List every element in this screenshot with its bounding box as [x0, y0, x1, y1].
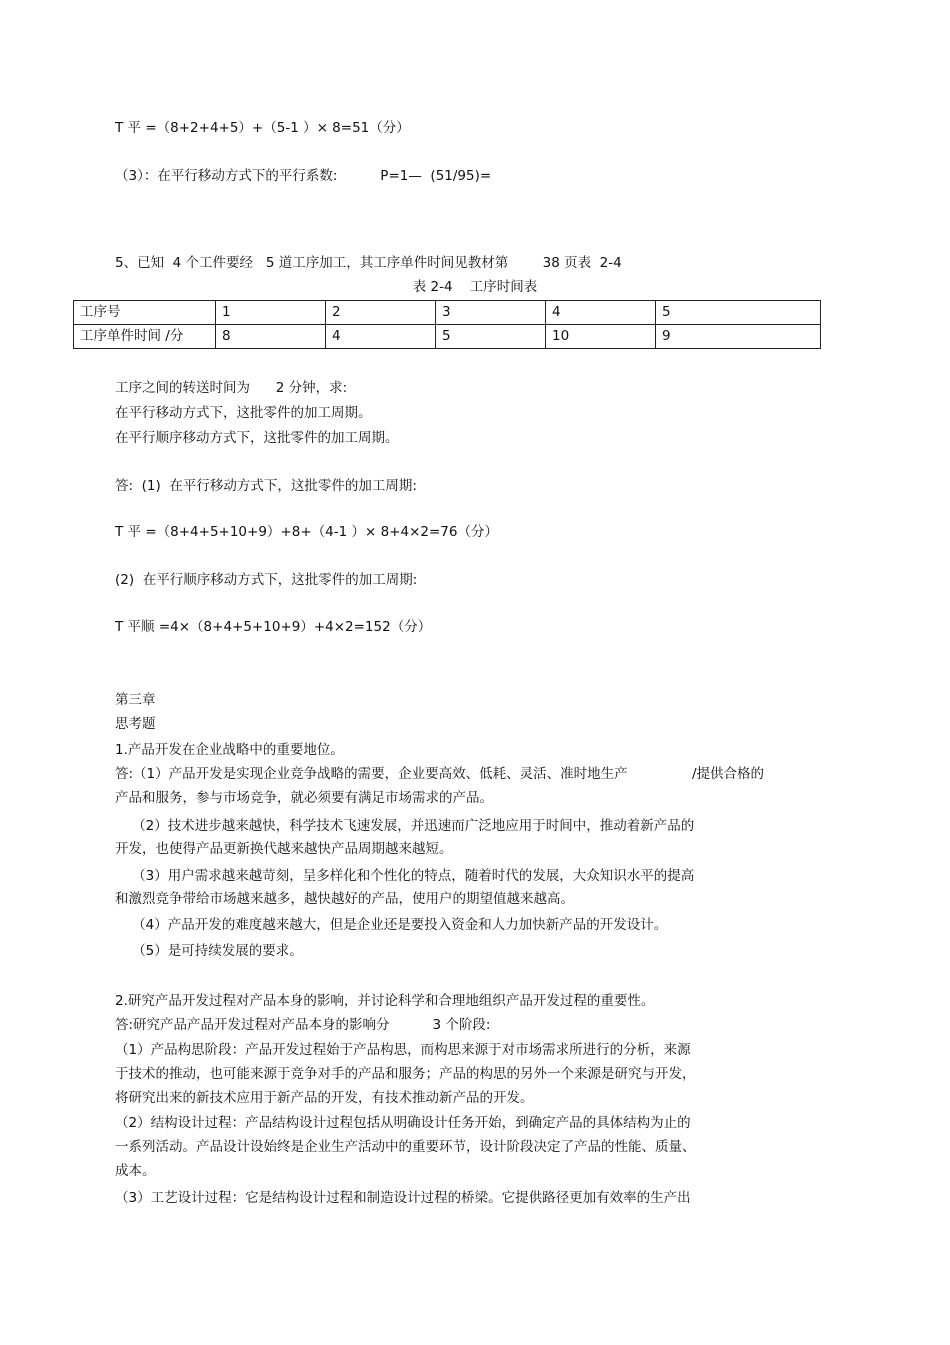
table-cell: 5: [436, 325, 546, 349]
answer-2-line: 将研究出来的新技术应用于新产品的开发，有技术推动新产品的开发。: [115, 1090, 534, 1106]
table-header-cell: 3: [436, 301, 546, 325]
parallel-coefficient-line: （3）：在平行移动方式下的平行系数: P=1— (51/95)=: [115, 168, 492, 184]
answer-1-line: （5）是可持续发展的要求。: [115, 943, 303, 959]
question-parallel-sequential: 在平行顺序移动方式下，这批零件的加工周期。: [115, 430, 399, 446]
answer-parallel-sequential-heading: (2) 在平行顺序移动方式下，这批零件的加工周期:: [115, 572, 418, 588]
table-cell: 10: [546, 325, 656, 349]
table-header-cell: 1: [216, 301, 326, 325]
table-cell: 4: [326, 325, 436, 349]
answer-2-line: 一系列活动。产品设计设始终是企业生产活动中的重要环节，设计阶段决定了产品的性能、质量、: [115, 1139, 696, 1155]
answer-1-line: 和激烈竞争带给市场越来越多，越快越好的产品，使用户的期望值越来越高。: [115, 891, 574, 907]
table-row: [74, 301, 821, 325]
answer-1-line: （3）用户需求越来越苛刻，呈多样化和个性化的特点，随着时代的发展，大众知识水平的提高: [115, 868, 695, 884]
answer-2-line: （1）产品构思阶段：产品开发过程始于产品构思，而构思来源于对市场需求所进行的分析，来源: [115, 1042, 691, 1058]
answer-1-line: 产品和服务，参与市场竞争，就必须要有满足市场需求的产品。: [115, 790, 493, 806]
table-cell: 工序单件时间 /分: [74, 325, 216, 349]
table-header-cell: 4: [546, 301, 656, 325]
answer-2-line: 答:研究产品产品开发过程对产品本身的影响分 3 个阶段:: [115, 1017, 491, 1033]
answer-2-line: 成本。: [115, 1163, 156, 1179]
chapter-title: 第三章: [115, 692, 156, 708]
question-1: 1.产品开发在企业战略中的重要地位。: [115, 742, 344, 758]
table-cell: 9: [656, 325, 821, 349]
formula-t-parallel-top: T 平 =（8+2+4+5）+（5-1 ）× 8=51（分）: [115, 120, 410, 136]
answer-1-line: 开发，也使得产品更新换代越来越快产品周期越来越短。: [115, 841, 453, 857]
chapter-subtitle: 思考题: [115, 716, 156, 732]
answer-2-line: （3）工艺设计过程：它是结构设计过程和制造设计过程的桥梁。它提供路径更加有效率的生产出: [115, 1190, 691, 1206]
transfer-time-line: 工序之间的转送时间为 2 分钟，求:: [115, 380, 348, 396]
table-header-cell: 2: [326, 301, 436, 325]
answer-parallel-sequential-formula: T 平顺 =4×（8+4+5+10+9）+4×2=152（分）: [115, 619, 432, 635]
table-header-cell: 工序号: [74, 301, 216, 325]
table-caption: 表 2-4 工序时间表: [412, 279, 538, 295]
problem5-statement: 5、已知 4 个工件要经 5 道工序加工，其工序单件时间见教材第 38 页表 2-4: [115, 255, 622, 271]
question-2: 2.研究产品开发过程对产品本身的影响，并讨论科学和合理地组织产品开发过程的重要性。: [115, 993, 655, 1009]
process-time-table: [73, 300, 821, 349]
answer-1-line: （4）产品开发的难度越来越大，但是企业还是要投入资金和人力加快新产品的开发设计。: [115, 917, 668, 933]
answer-1-line: （2）技术进步越来越快，科学技术飞速发展，并迅速而广泛地应用于时间中，推动着新产品的: [115, 818, 695, 834]
table-row: [74, 325, 821, 349]
answer-2-line: （2）结构设计过程：产品结构设计过程包括从明确设计任务开始，到确定产品的具体结构为止的: [115, 1115, 691, 1131]
answer-1-line: 答:（1）产品开发是实现企业竞争战略的需要，企业要高效、低耗、灵活、准时地生产 /提供合格的: [115, 766, 765, 782]
answer-parallel-formula: T 平 =（8+4+5+10+9）+8+（4-1 ）× 8+4×2=76（分）: [115, 524, 498, 540]
answer-parallel-heading: 答: (1) 在平行移动方式下，这批零件的加工周期:: [115, 478, 417, 494]
table-header-cell: 5: [656, 301, 821, 325]
answer-2-line: 于技术的推动，也可能来源于竞争对手的产品和服务；产品的构思的另外一个来源是研究与开发，: [115, 1066, 696, 1082]
question-parallel: 在平行移动方式下，这批零件的加工周期。: [115, 405, 372, 421]
table-cell: 8: [216, 325, 326, 349]
